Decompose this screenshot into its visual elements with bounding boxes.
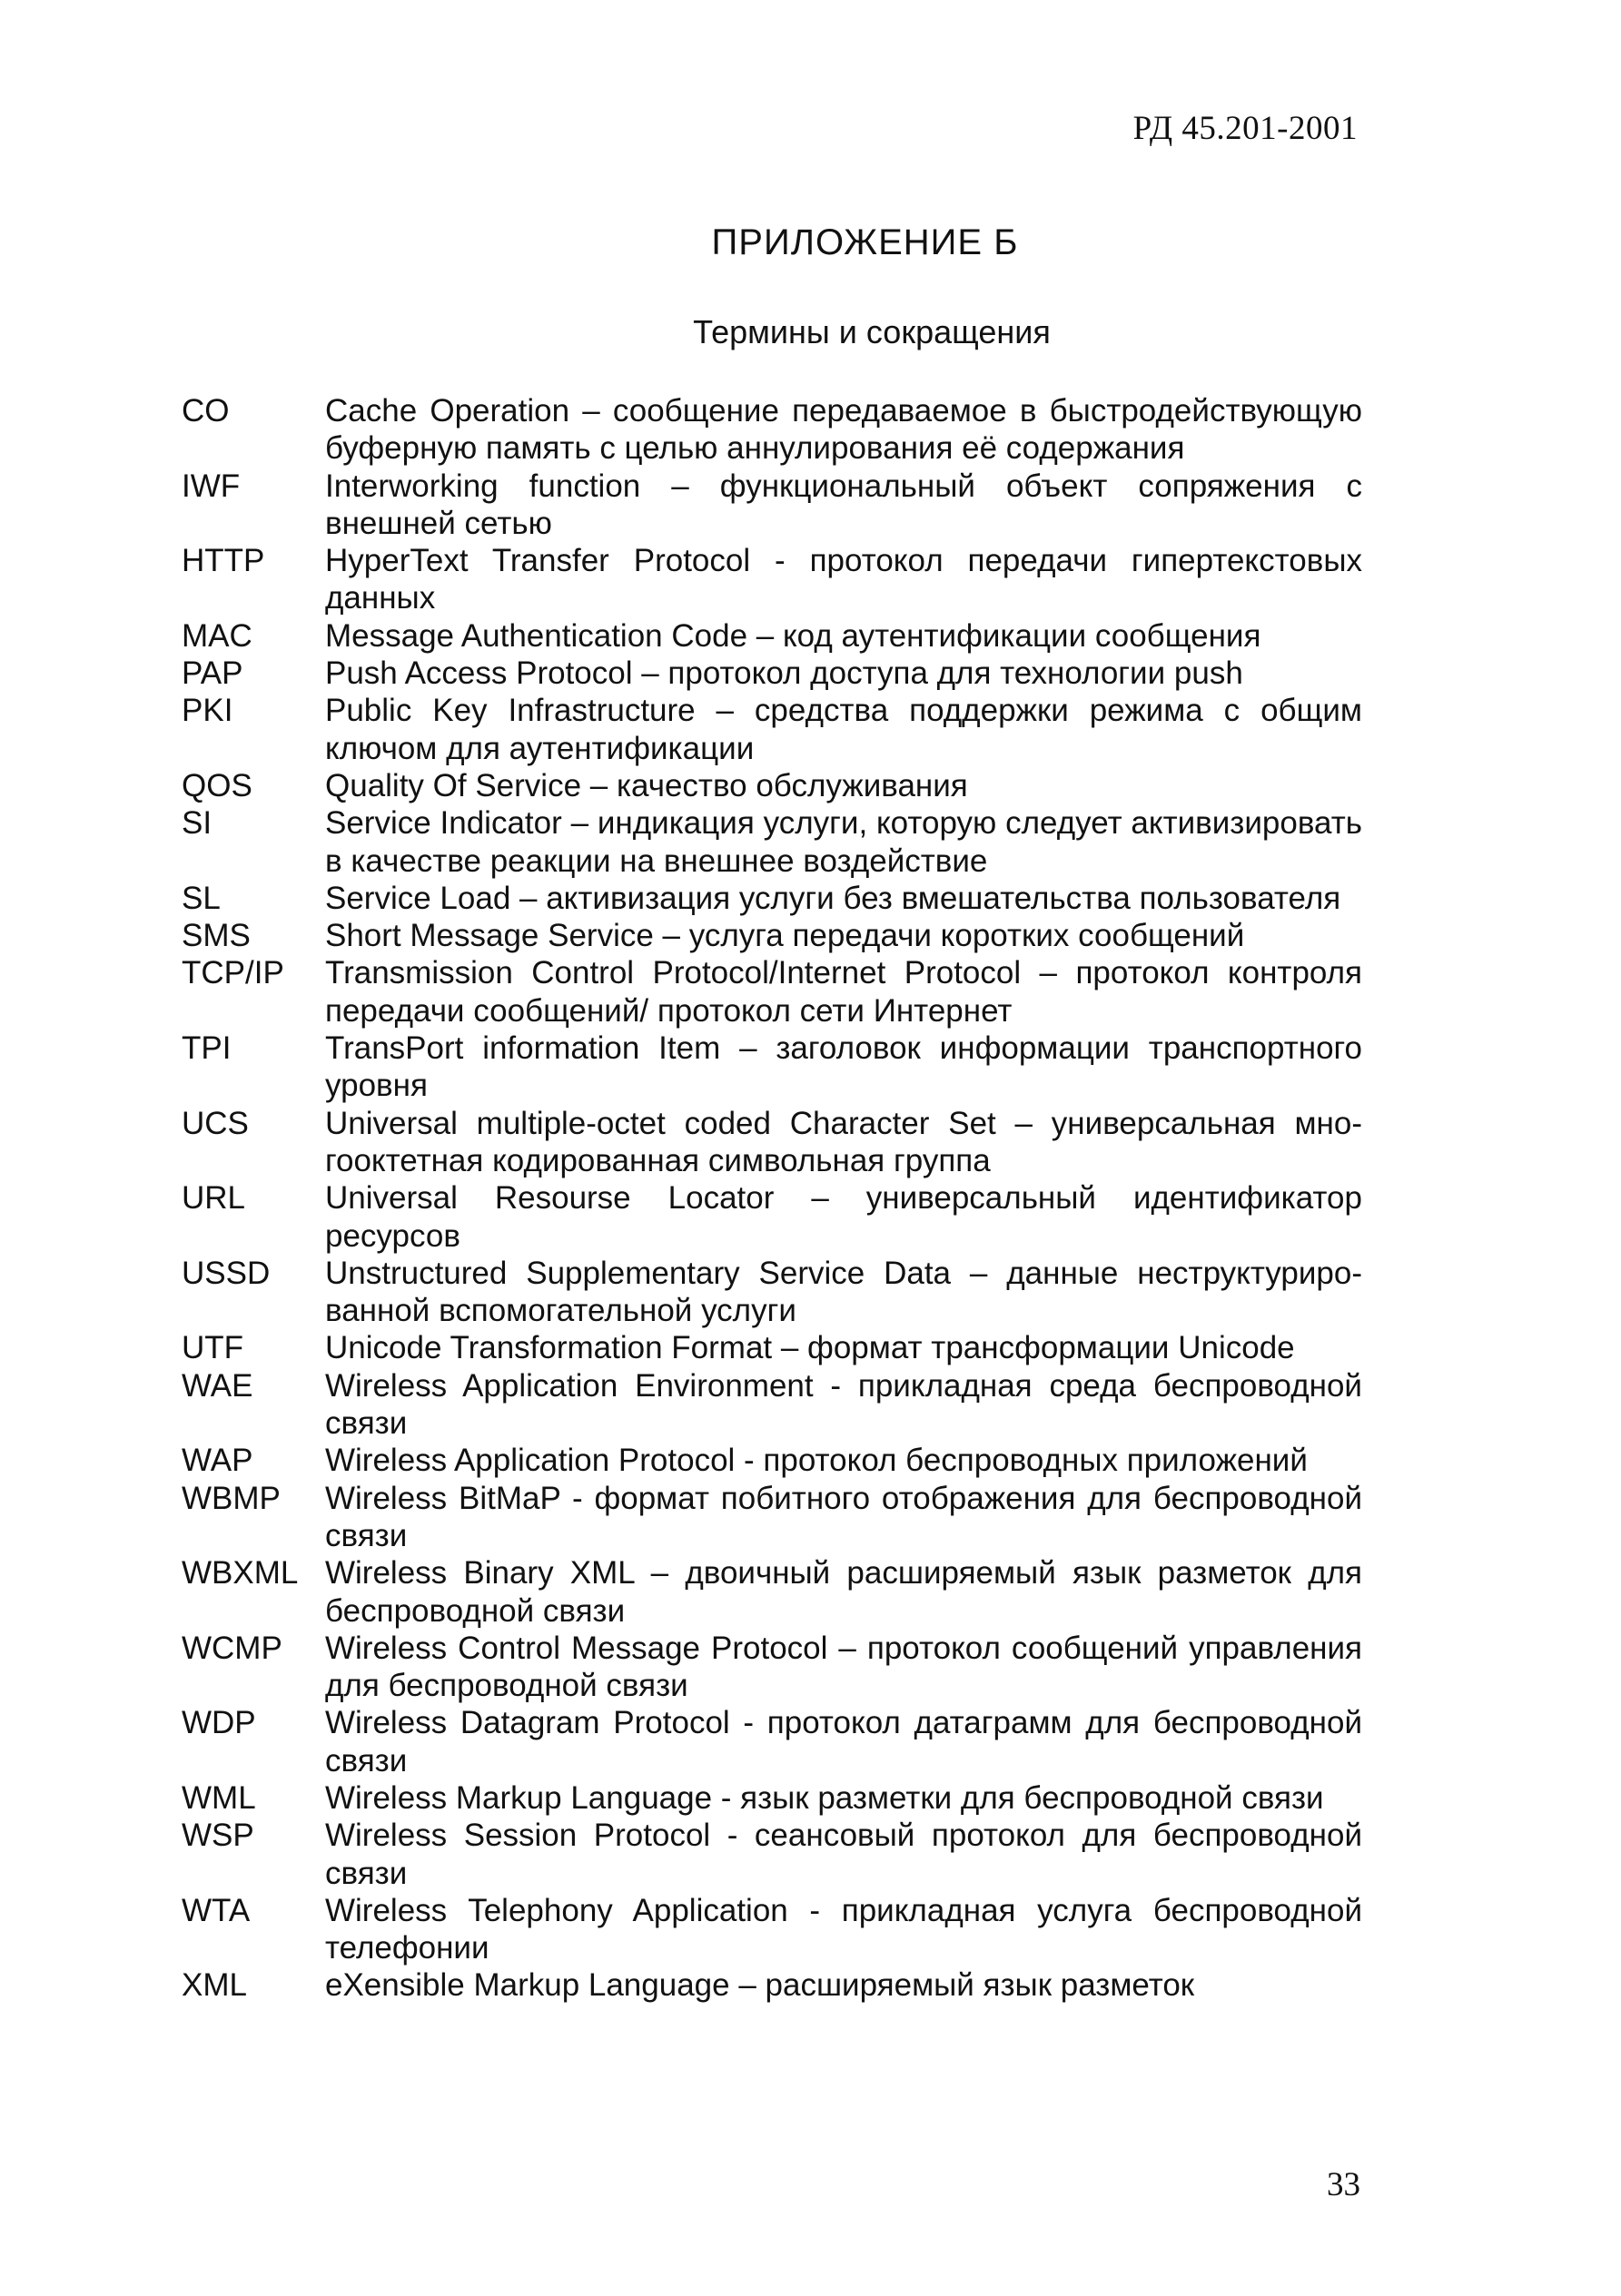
glossary-entry-iwf bbox=[182, 468, 1362, 543]
glossary-definition: Wireless Datagram Protocol - протокол датаграмм для беспроводной связи bbox=[325, 1705, 1362, 1779]
glossary-definition: Quality Of Service – качество обслуживания bbox=[325, 767, 968, 803]
glossary-definition: Push Access Protocol – протокол доступа для технологии push bbox=[325, 655, 1243, 692]
section-title: Термины и сокращения bbox=[693, 313, 1051, 350]
glossary-definition: Wireless BitMaP - формат побитного отображения для беспроводной связи bbox=[325, 1480, 1362, 1553]
glossary-abbreviation: QOS bbox=[182, 767, 252, 803]
glossary-definition: Wireless Telephony Application - прикладная услуга беспроводной телефонии bbox=[325, 1892, 1362, 1966]
glossary-entry-mac bbox=[182, 617, 1362, 655]
glossary-abbreviation: TPI bbox=[182, 1030, 232, 1067]
glossary-definition: Short Message Service – услуга передачи коротких сообщений bbox=[325, 918, 1245, 954]
glossary-abbreviation: URL bbox=[182, 1180, 246, 1217]
glossary-definition: Universal multiple-octet coded Character Set – универсальная мно-гооктетная кодированная символьная группа bbox=[325, 1105, 1362, 1178]
glossary-entry-xml bbox=[182, 1966, 1362, 2004]
glossary-entry-pki bbox=[182, 692, 1362, 767]
glossary-entry-sms bbox=[182, 917, 1362, 954]
glossary-definition: Unstructured Supplementary Service Data – данные неструктуриро-ванной вспомогательной услуги bbox=[325, 1255, 1362, 1329]
glossary-definition: HyperText Transfer Protocol - протокол передачи гипертекстовых данных bbox=[325, 543, 1362, 616]
glossary-entry-tpi bbox=[182, 1030, 1362, 1105]
glossary-entry-http bbox=[182, 542, 1362, 617]
glossary-abbreviation: WML bbox=[182, 1779, 256, 1816]
glossary-definition: Service Load – активизация услуги без вмешательства пользователя bbox=[325, 880, 1341, 916]
glossary-abbreviation: WCMP bbox=[182, 1630, 282, 1666]
glossary-entry-wbmp bbox=[182, 1480, 1362, 1555]
glossary-entry-wta bbox=[182, 1892, 1362, 1967]
glossary-entry-wap bbox=[182, 1442, 1362, 1479]
glossary-entry-ucs bbox=[182, 1105, 1362, 1180]
glossary-definition: Service Indicator – индикация услуги, которую следует активизировать в качестве реакции на внешнее воздействие bbox=[325, 805, 1362, 879]
glossary-definition: Wireless Application Environment - прикладная среда беспроводной связи bbox=[325, 1367, 1362, 1442]
glossary-entry-wsp bbox=[182, 1817, 1362, 1892]
glossary-abbreviation: TCP/IP bbox=[182, 955, 284, 991]
glossary-abbreviation: XML bbox=[182, 1967, 247, 2004]
glossary-entry-wdp bbox=[182, 1704, 1362, 1779]
glossary-abbreviation: PAP bbox=[182, 655, 243, 692]
glossary-abbreviation: USSD bbox=[182, 1255, 271, 1291]
glossary-abbreviation: UCS bbox=[182, 1105, 249, 1141]
glossary-definition: Public Key Infrastructure – средства поддержки режима с общим ключом для аутентификации bbox=[325, 693, 1362, 766]
page-number: 33 bbox=[1327, 2166, 1360, 2203]
glossary-abbreviation: WBXML bbox=[182, 1555, 299, 1591]
appendix-title: ПРИЛОЖЕНИЕ Б bbox=[711, 222, 1019, 262]
glossary-abbreviation: UTF bbox=[182, 1330, 244, 1366]
glossary-entry-ussd bbox=[182, 1255, 1362, 1330]
glossary-abbreviation: CO bbox=[182, 393, 230, 429]
glossary-abbreviation: SL bbox=[182, 880, 221, 916]
glossary-entry-wbxml bbox=[182, 1554, 1362, 1630]
glossary-abbreviation: WAP bbox=[182, 1443, 253, 1479]
glossary-abbreviation: HTTP bbox=[182, 543, 265, 579]
glossary-abbreviation: WTA bbox=[182, 1892, 251, 1928]
glossary-entry-sl bbox=[182, 880, 1362, 917]
glossary-definition: Transmission Control Protocol/Internet Protocol – протокол контроля передачи сообщений/ протокол сети Интернет bbox=[325, 955, 1362, 1029]
glossary-entry-qos bbox=[182, 767, 1362, 804]
glossary-definition: eXensible Markup Language – расширяемый язык разметок bbox=[325, 1967, 1195, 2004]
glossary-entry-url bbox=[182, 1179, 1362, 1255]
glossary-definition: Interworking function – функциональный объект сопряжения с внешней сетью bbox=[325, 468, 1362, 541]
glossary-entry-co bbox=[182, 392, 1362, 468]
glossary-definition: Wireless Binary XML – двоичный расширяемый язык разметок для беспроводной связи bbox=[325, 1555, 1362, 1629]
glossary-definition: Wireless Session Protocol - сеансовый протокол для беспроводной связи bbox=[325, 1818, 1362, 1891]
glossary-definition: Universal Resourse Locator – универсальный идентификатор ресурсов bbox=[325, 1180, 1362, 1254]
glossary-abbreviation: MAC bbox=[182, 617, 252, 654]
glossary-abbreviation: SMS bbox=[182, 918, 251, 954]
glossary-entry-wcmp bbox=[182, 1630, 1362, 1705]
glossary-abbreviation: WSP bbox=[182, 1818, 254, 1854]
glossary-entry-pap bbox=[182, 655, 1362, 692]
glossary-abbreviation: SI bbox=[182, 805, 213, 842]
glossary-definition: TransPort information Item – заголовок информации транспортного уровня bbox=[325, 1030, 1362, 1104]
glossary-abbreviation: IWF bbox=[182, 468, 241, 504]
glossary-list bbox=[182, 392, 1362, 2005]
glossary-entry-wae bbox=[182, 1367, 1362, 1443]
glossary-entry-tcp-ip bbox=[182, 954, 1362, 1030]
glossary-entry-utf bbox=[182, 1329, 1362, 1366]
glossary-definition: Wireless Control Message Protocol – протокол сообщений управления для беспроводной связи bbox=[325, 1630, 1362, 1704]
glossary-abbreviation: PKI bbox=[182, 693, 233, 729]
glossary-abbreviation: WDP bbox=[182, 1705, 256, 1741]
glossary-definition: Wireless Application Protocol - протокол беспроводных приложений bbox=[325, 1443, 1308, 1479]
glossary-definition: Wireless Markup Language - язык разметки для беспроводной связи bbox=[325, 1779, 1324, 1816]
glossary-entry-wml bbox=[182, 1779, 1362, 1817]
glossary-definition: Cache Operation – сообщение передаваемое в быстродействующую буферную память с целью аннулирования её содержания bbox=[325, 393, 1362, 467]
glossary-definition: Message Authentication Code – код аутентификации сообщения bbox=[325, 617, 1261, 654]
glossary-abbreviation: WBMP bbox=[182, 1480, 281, 1516]
glossary-entry-si bbox=[182, 804, 1362, 880]
glossary-definition: Unicode Transformation Format – формат трансформации Unicode bbox=[325, 1330, 1295, 1366]
glossary-abbreviation: WAE bbox=[182, 1367, 253, 1404]
document-code: РД 45.201-2001 bbox=[1132, 110, 1358, 147]
